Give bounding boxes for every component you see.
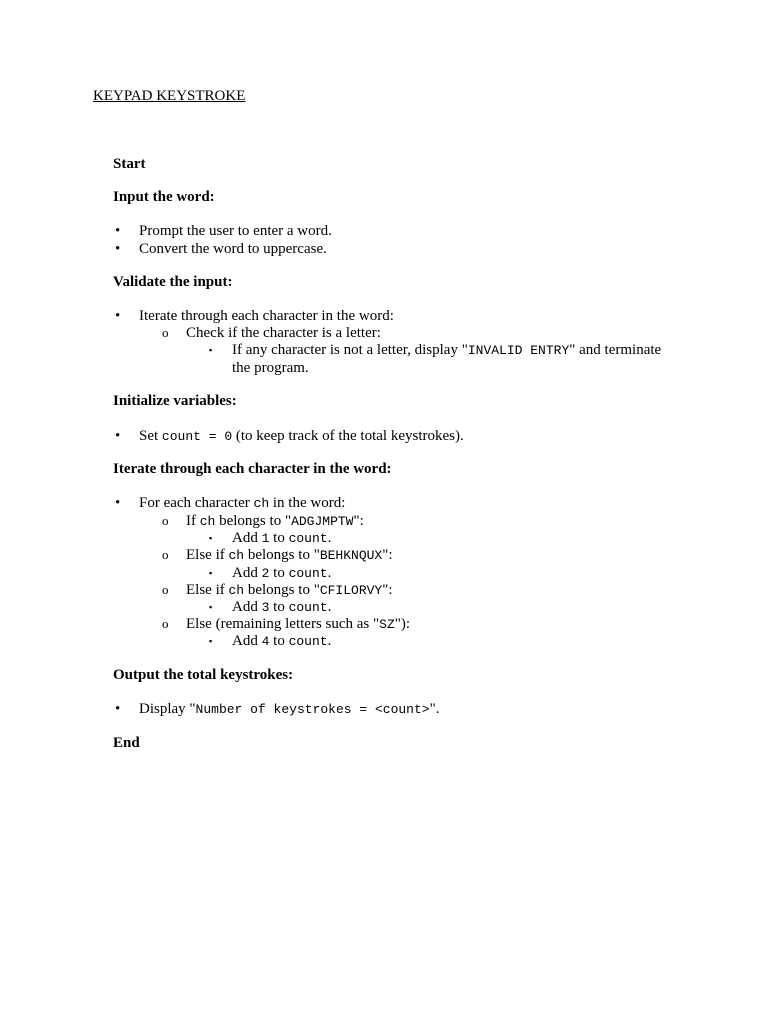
list-item: If any character is not a letter, display "INVALID ENTRY" and terminate (232, 342, 662, 358)
bullet-disc: • (115, 241, 121, 257)
heading-start: Start (113, 156, 146, 172)
bullet-circle: o (162, 513, 169, 528)
bullet-square: ▪ (209, 345, 213, 355)
list-item: Add 4 to count. (232, 633, 332, 649)
bullet-disc: • (115, 428, 121, 444)
heading-initialize-variables: Initialize variables: (113, 393, 237, 409)
bullet-square: ▪ (209, 568, 213, 578)
list-item: Prompt the user to enter a word. (139, 223, 332, 239)
list-item: Add 1 to count. (232, 530, 332, 546)
list-item: Add 2 to count. (232, 565, 332, 581)
list-item: Set count = 0 (to keep track of the total keystrokes). (139, 428, 464, 444)
list-item: Else if ch belongs to "BEHKNQUX": (186, 547, 393, 563)
bullet-circle: o (162, 616, 169, 631)
heading-iterate: Iterate through each character in the word: (113, 461, 392, 477)
document-title: KEYPAD KEYSTROKE (93, 88, 246, 104)
heading-output: Output the total keystrokes: (113, 667, 294, 683)
heading-input-word: Input the word: (113, 189, 215, 205)
list-item: Iterate through each character in the word: (139, 308, 394, 324)
list-item: Display "Number of keystrokes = <count>". (139, 701, 440, 717)
heading-validate-input: Validate the input: (113, 274, 233, 290)
bullet-square: ▪ (209, 636, 213, 646)
bullet-disc: • (115, 308, 121, 324)
list-item: Check if the character is a letter: (186, 325, 381, 341)
bullet-circle: o (162, 582, 169, 597)
list-item: Else (remaining letters such as "SZ"): (186, 616, 411, 632)
heading-end: End (113, 735, 140, 751)
bullet-circle: o (162, 547, 169, 562)
list-item: Else if ch belongs to "CFILORVY": (186, 582, 393, 598)
list-item-continuation: the program. (232, 360, 309, 376)
bullet-disc: • (115, 701, 121, 717)
list-item: Add 3 to count. (232, 599, 332, 615)
list-item: Convert the word to uppercase. (139, 241, 327, 257)
list-item: If ch belongs to "ADGJMPTW": (186, 513, 364, 529)
bullet-square: ▪ (209, 602, 213, 612)
bullet-disc: • (115, 495, 121, 511)
list-item: For each character ch in the word: (139, 495, 346, 511)
bullet-circle: o (162, 325, 169, 340)
bullet-square: ▪ (209, 533, 213, 543)
bullet-disc: • (115, 223, 121, 239)
